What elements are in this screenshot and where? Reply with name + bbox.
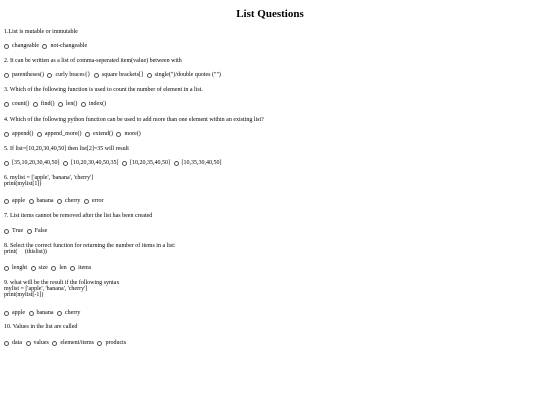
question-6-options <box>4 197 536 205</box>
radio-button[interactable] <box>4 73 9 78</box>
option-cherry[interactable]: cherry <box>57 309 80 317</box>
question-7-options <box>4 227 536 235</box>
radio-button[interactable] <box>97 341 102 346</box>
option-banana[interactable]: banana <box>29 197 54 205</box>
option-not-changeable[interactable]: not-changeable <box>42 42 87 50</box>
option-true[interactable]: True <box>4 227 23 235</box>
option-extend[interactable]: extend() <box>85 130 113 138</box>
radio-button[interactable] <box>147 73 152 78</box>
option-values[interactable]: values <box>26 339 49 347</box>
option-error[interactable]: error <box>84 197 104 205</box>
radio-button[interactable] <box>116 132 121 137</box>
question-9-text: 9. what will be the result if the following syntax mylist = ['apple', 'banana', 'cherry'] print(mylist[-1]) <box>4 280 120 298</box>
option-index[interactable]: index() <box>81 100 106 108</box>
option-changeable[interactable]: changeable <box>4 42 39 50</box>
radio-button[interactable] <box>31 266 36 271</box>
radio-button[interactable] <box>57 311 62 316</box>
radio-button[interactable] <box>57 199 62 204</box>
option-append-more[interactable]: append_more() <box>37 130 82 138</box>
radio-button[interactable] <box>29 311 34 316</box>
question-8-options <box>4 264 536 272</box>
option-apple[interactable]: apple <box>4 197 25 205</box>
question-10-text: 10. Values in the list are called <box>4 324 78 330</box>
radio-button[interactable] <box>4 341 9 346</box>
radio-button[interactable] <box>4 161 9 166</box>
option-apple[interactable]: apple <box>4 309 25 317</box>
option-quotes[interactable]: single(")/double quotes ("") <box>147 71 221 79</box>
question-4-options <box>4 130 536 138</box>
option-find[interactable]: find() <box>33 100 55 108</box>
option-cherry[interactable]: cherry <box>57 197 80 205</box>
question-3-text: 3. Which of the following function is used to count the number of element in a list. <box>4 87 203 93</box>
radio-button[interactable] <box>4 266 9 271</box>
radio-button[interactable] <box>52 341 57 346</box>
option-count[interactable]: count() <box>4 100 29 108</box>
radio-button[interactable] <box>58 102 63 107</box>
option-list-b[interactable]: [10,20,30,40,50,35] <box>63 159 119 167</box>
option-products[interactable]: products <box>97 339 126 347</box>
option-list-d[interactable]: [10,35,30,40,50] <box>174 159 222 167</box>
option-square-brackets[interactable]: square brackets[] <box>94 71 143 79</box>
radio-button[interactable] <box>29 199 34 204</box>
radio-button[interactable] <box>70 266 75 271</box>
question-5-options <box>4 159 536 167</box>
radio-button[interactable] <box>4 132 9 137</box>
option-parentheses[interactable]: parentheses() <box>4 71 44 79</box>
question-2-text: 2. It can be written as a list of comma-seperated item(value) between with <box>4 58 182 64</box>
option-element-items[interactable]: element/items <box>52 339 94 347</box>
radio-button[interactable] <box>122 161 127 166</box>
option-more[interactable]: more() <box>116 130 140 138</box>
radio-button[interactable] <box>4 229 9 234</box>
option-list-c[interactable]: [10,20,35,40,50] <box>122 159 170 167</box>
radio-button[interactable] <box>81 102 86 107</box>
option-data[interactable]: data <box>4 339 22 347</box>
option-append[interactable]: append() <box>4 130 33 138</box>
question-9-options <box>4 309 536 317</box>
radio-button[interactable] <box>4 199 9 204</box>
question-5-text: 5. If list=[10,20,30,40,50] then list[2]=35 will result <box>4 146 129 152</box>
radio-button[interactable] <box>42 44 47 49</box>
option-items[interactable]: items <box>70 264 91 272</box>
radio-button[interactable] <box>51 266 56 271</box>
option-len[interactable]: len() <box>58 100 77 108</box>
radio-button[interactable] <box>47 73 52 78</box>
question-7-text: 7. List items cannot be removed after the list has been created <box>4 213 153 219</box>
question-6-text: 6. mylist = ['apple', 'banana', 'cherry'] print(mylist[1]) <box>4 175 94 187</box>
page-title: List Questions <box>236 8 304 20</box>
option-banana[interactable]: banana <box>29 309 54 317</box>
question-1-text: 1.List is mutable or immutable <box>4 29 78 35</box>
option-false[interactable]: False <box>27 227 48 235</box>
radio-button[interactable] <box>4 102 9 107</box>
radio-button[interactable] <box>63 161 68 166</box>
radio-button[interactable] <box>33 102 38 107</box>
radio-button[interactable] <box>94 73 99 78</box>
option-size[interactable]: size <box>31 264 48 272</box>
option-list-a[interactable]: [35,10,20,30,40,50] <box>4 159 60 167</box>
radio-button[interactable] <box>26 341 31 346</box>
radio-button[interactable] <box>27 229 32 234</box>
question-1-options <box>4 42 536 50</box>
radio-button[interactable] <box>174 161 179 166</box>
radio-button[interactable] <box>85 132 90 137</box>
radio-button[interactable] <box>4 311 9 316</box>
question-10-options <box>4 339 536 347</box>
option-len[interactable]: len <box>51 264 66 272</box>
option-lenght[interactable]: lenght <box>4 264 27 272</box>
radio-button[interactable] <box>4 44 9 49</box>
question-2-options <box>4 71 536 79</box>
question-8-text: 8. Select the correct function for returning the number of items in a list: print( (thislist)) <box>4 243 176 255</box>
question-4-text: 4. Which of the following python function can be used to add more than one element within an existing list? <box>4 117 264 123</box>
radio-button[interactable] <box>84 199 89 204</box>
radio-button[interactable] <box>37 132 42 137</box>
option-curly-braces[interactable]: curly braces{} <box>47 71 90 79</box>
question-3-options <box>4 100 536 108</box>
